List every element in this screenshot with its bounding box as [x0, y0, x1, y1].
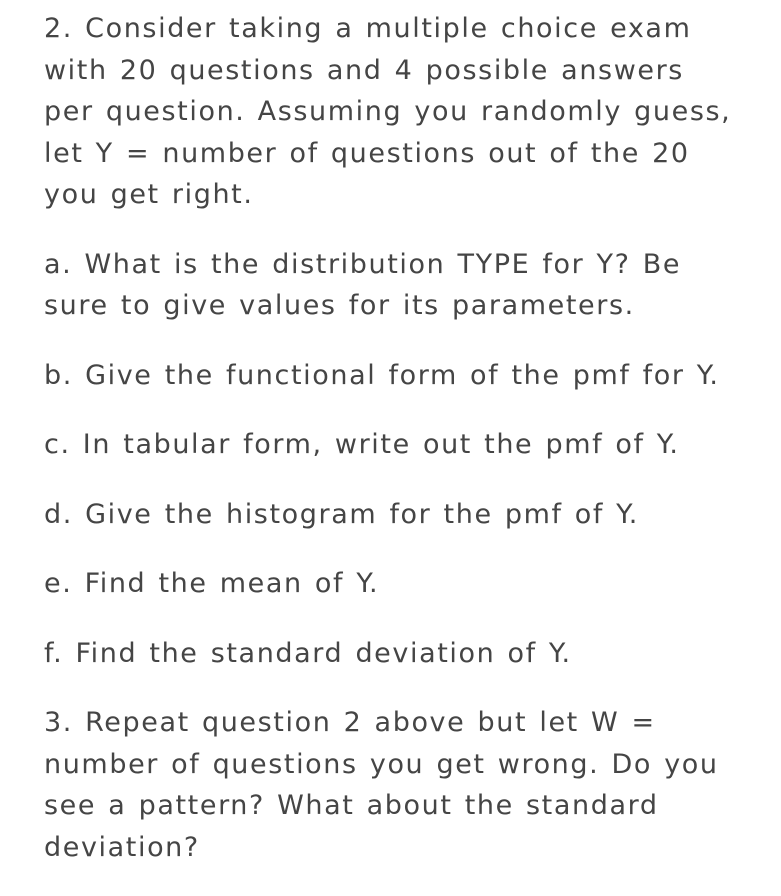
question-2-part-e: e. Find the mean of Y.	[44, 568, 380, 599]
question-2-part-c: c. In tabular form, write out the pmf of Y.	[44, 429, 680, 460]
question-2-part-f: f. Find the standard deviation of Y.	[44, 637, 572, 669]
question-2-part-b: b. Give the functional form of the pmf for Y.	[44, 359, 720, 391]
question-2-intro: 2. Consider taking a multiple choice exam with 20 questions and 4 possible answers per question. Assuming you randomly guess, let Y = number of questions out of the 20 you get right.	[44, 13, 732, 210]
question-2-part-d: d. Give the histogram for the pmf of Y.	[44, 498, 639, 530]
question-3-text: 3. Repeat question 2 above but let W = number of questions you get wrong. Do you see a pattern? What about the standard deviation?	[44, 707, 719, 863]
question-2-part-a: a. What is the distribution TYPE for Y? Be sure to give values for its parameters.	[44, 248, 682, 321]
worksheet-text	[44, 8, 744, 896]
